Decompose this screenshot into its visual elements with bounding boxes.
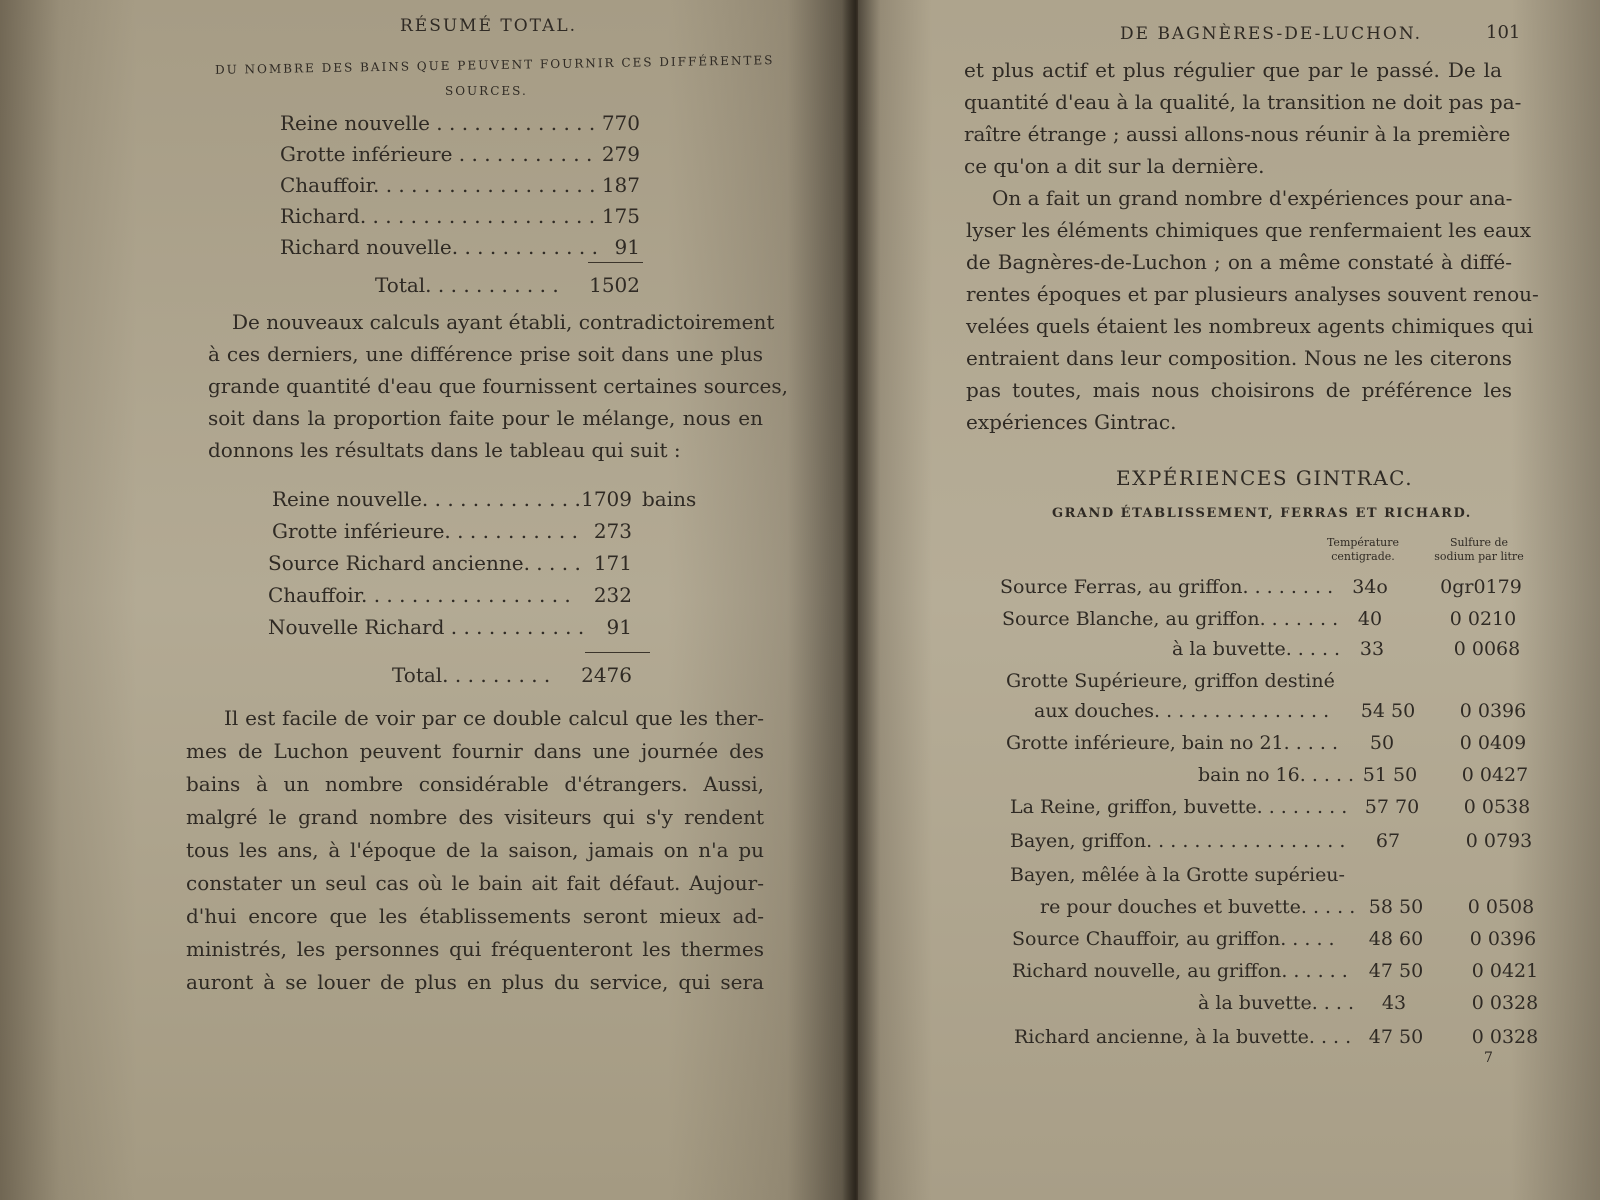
sulfure: 0 0396 xyxy=(1459,700,1527,722)
total-value: 1502 xyxy=(589,273,640,297)
temperature: 57 70 xyxy=(1364,796,1420,818)
sample-name: Bayen, griffon. . . . . . . . . . . . . . . . . xyxy=(1010,830,1346,852)
source-name: Richard. . . . . . . . . . . . . . . . . . . xyxy=(280,204,596,228)
table-row xyxy=(858,728,1600,758)
text-line: ce qu'on a dit sur la dernière. xyxy=(964,154,1265,178)
table-row xyxy=(268,612,698,642)
text-line: quantité d'eau à la qualité, la transition ne doit pas pa- xyxy=(964,90,1522,114)
text-line: grande quantité d'eau que fournissent certaines sources, xyxy=(208,374,788,398)
left-paragraph-1 xyxy=(208,306,788,466)
text-line: rentes époques et par plusieurs analyses souvent renou- xyxy=(966,282,1539,306)
total-row xyxy=(375,270,640,300)
temperature: 34o xyxy=(1352,576,1388,598)
text-line: velées quels étaient les nombreux agents chimiques qui xyxy=(966,314,1534,338)
text-line: entraient dans leur composition. Nous ne les citerons xyxy=(966,346,1512,370)
text-line: à ces derniers, une différence prise soit dans une plus xyxy=(208,342,763,366)
temperature: 47 50 xyxy=(1368,960,1424,982)
source-name: Nouvelle Richard . . . . . . . . . . . xyxy=(268,615,585,639)
sulfure: 0 0328 xyxy=(1471,1026,1539,1048)
table-row xyxy=(280,108,640,138)
sample-name: aux douches. . . . . . . . . . . . . . . xyxy=(1034,700,1330,722)
bath-count: 91 xyxy=(606,615,632,639)
bath-count: 175 xyxy=(601,204,640,228)
table-row xyxy=(858,860,1600,890)
bath-count: 273 xyxy=(593,519,632,543)
sulfure: 0 0328 xyxy=(1471,992,1539,1014)
column-header-line: centigrade. xyxy=(1331,550,1395,563)
sum-rule xyxy=(588,262,643,263)
right-paragraph-2 xyxy=(966,182,1539,438)
sample-name: Source Chauffoir, au griffon. . . . . xyxy=(1012,928,1335,950)
bath-count: 232 xyxy=(593,583,632,607)
sample-name: Grotte Supérieure, griffon destiné xyxy=(1006,670,1335,692)
temperature: 47 50 xyxy=(1368,1026,1424,1048)
text-line: malgré le grand nombre des visiteurs qui s'y rendent xyxy=(186,805,764,829)
table-row xyxy=(858,760,1600,790)
table-row xyxy=(858,988,1600,1018)
temperature: 50 xyxy=(1369,732,1395,754)
total-label: Total. . . . . . . . . . . xyxy=(375,273,559,297)
sample-name: Bayen, mêlée à la Grotte supérieu- xyxy=(1010,864,1345,886)
table-row xyxy=(272,516,702,546)
table-row xyxy=(858,696,1600,726)
temperature: 58 50 xyxy=(1368,896,1424,918)
column-header-line: sodium par litre xyxy=(1434,550,1524,563)
text-line: auront à se louer de plus en plus du service, qui sera xyxy=(186,970,764,994)
sample-name: Source Ferras, au griffon. . . . . . . . xyxy=(1000,576,1334,598)
sulfure: 0 0421 xyxy=(1471,960,1539,982)
text-line: d'hui encore que les établissements seront mieux ad- xyxy=(186,904,764,928)
left-paragraph-2 xyxy=(186,702,764,999)
source-name: Grotte inférieure. . . . . . . . . . . xyxy=(272,519,578,543)
text-line: pas toutes, mais nous choisirons de préférence les xyxy=(966,378,1512,402)
text-line: De nouveaux calculs ayant établi, contradictoirement xyxy=(232,310,775,334)
temperature: 67 xyxy=(1375,830,1401,852)
text-line: constater un seul cas où le bain ait fait défaut. Aujour- xyxy=(186,871,764,895)
source-name: Reine nouvelle . . . . . . . . . . . . . xyxy=(280,111,596,135)
page-number: 101 xyxy=(1486,22,1521,43)
sample-name: à la buvette. . . . . xyxy=(1172,638,1341,660)
table-row xyxy=(272,484,702,514)
table-row xyxy=(858,792,1600,822)
source-name: Source Richard ancienne. . . . . xyxy=(268,551,581,575)
sulfure: 0gr0179 xyxy=(1440,576,1522,598)
bath-count: 171 xyxy=(593,551,632,575)
sample-name: Richard ancienne, à la buvette. . . . xyxy=(1014,1026,1352,1048)
table-row xyxy=(280,232,640,262)
sample-name: Grotte inférieure, bain no 21. . . . . xyxy=(1006,732,1338,754)
text-line: de Bagnères-de-Luchon ; on a même constaté à diffé- xyxy=(966,250,1512,274)
sum-rule xyxy=(585,652,650,653)
section-subtitle: GRAND ÉTABLISSEMENT, FERRAS ET RICHARD. xyxy=(1052,506,1472,521)
source-name: Chauffoir. . . . . . . . . . . . . . . . . . xyxy=(280,173,596,197)
signature-mark: 7 xyxy=(1484,1050,1493,1066)
table-row xyxy=(280,201,640,231)
source-name: Chauffoir. . . . . . . . . . . . . . . . . xyxy=(268,583,571,607)
table-row xyxy=(858,892,1600,922)
total-row xyxy=(392,660,632,690)
text-line: raître étrange ; aussi allons-nous réunir à la première xyxy=(964,122,1511,146)
temperature: 54 50 xyxy=(1360,700,1416,722)
sulfure: 0 0793 xyxy=(1465,830,1533,852)
table-row xyxy=(268,548,698,578)
temperature: 43 xyxy=(1381,992,1407,1014)
bath-count: 187 xyxy=(601,173,640,197)
sample-name: bain no 16. . . . . xyxy=(1198,764,1355,786)
bath-count: 1709 xyxy=(581,487,632,511)
sample-name: La Reine, griffon, buvette. . . . . . . . xyxy=(1010,796,1348,818)
right-paragraph-1 xyxy=(964,54,1522,182)
sulfure: 0 0538 xyxy=(1463,796,1531,818)
text-line: Il est facile de voir par ce double calcul que les ther- xyxy=(224,706,764,730)
text-line: donnons les résultats dans le tableau qui suit : xyxy=(208,438,681,462)
text-line: et plus actif et plus régulier que par le passé. De la xyxy=(964,58,1502,82)
text-line: tous les ans, à l'époque de la saison, jamais on n'a pu xyxy=(186,838,764,862)
left-page-subtitle-line2: SOURCES. xyxy=(445,84,528,98)
sample-name: re pour douches et buvette. . . . . xyxy=(1040,896,1356,918)
text-line: expériences Gintrac. xyxy=(966,410,1177,434)
table-row xyxy=(858,1022,1600,1052)
table-row xyxy=(858,924,1600,954)
sulfure: 0 0210 xyxy=(1449,608,1517,630)
source-name: Grotte inférieure . . . . . . . . . . . xyxy=(280,142,593,166)
column-header-sulfure xyxy=(1424,536,1534,564)
right-page xyxy=(858,0,1600,1200)
temperature: 48 60 xyxy=(1368,928,1424,950)
sample-name: à la buvette. . . . xyxy=(1198,992,1354,1014)
temperature: 51 50 xyxy=(1362,764,1418,786)
table-row xyxy=(858,572,1600,602)
sulfure: 0 0409 xyxy=(1459,732,1527,754)
table-row xyxy=(858,604,1600,634)
text-line: soit dans la proportion faite pour le mélange, nous en xyxy=(208,406,763,430)
bath-unit: bains xyxy=(642,487,697,511)
sample-name: Richard nouvelle, au griffon. . . . . . xyxy=(1012,960,1348,982)
sulfure: 0 0427 xyxy=(1461,764,1529,786)
section-title: EXPÉRIENCES GINTRAC. xyxy=(1116,466,1414,490)
text-line: mes de Luchon peuvent fournir dans une journée des xyxy=(186,739,764,763)
temperature: 33 xyxy=(1359,638,1385,660)
table-row xyxy=(858,634,1600,664)
total-value: 2476 xyxy=(581,663,632,687)
bath-count: 770 xyxy=(601,111,640,135)
sulfure: 0 0508 xyxy=(1467,896,1535,918)
left-page-subtitle-line1: DU NOMBRE DES BAINS QUE PEUVENT FOURNIR CES DIFFÉRENTES xyxy=(214,53,775,77)
total-label: Total. . . . . . . . . xyxy=(392,663,551,687)
column-header-line: Température xyxy=(1326,536,1400,549)
bath-count: 91 xyxy=(614,235,640,259)
table-row xyxy=(280,170,640,200)
table-row xyxy=(268,580,698,610)
sulfure: 0 0068 xyxy=(1453,638,1521,660)
column-header-temperature xyxy=(1318,536,1408,564)
bath-count: 279 xyxy=(601,142,640,166)
text-line: On a fait un grand nombre d'expériences pour ana- xyxy=(992,186,1513,210)
left-page-title: RÉSUMÉ TOTAL. xyxy=(400,16,578,36)
column-header-line: Sulfure de xyxy=(1449,536,1509,549)
text-line: bains à un nombre considérable d'étrangers. Aussi, xyxy=(186,772,764,796)
table-row xyxy=(280,139,640,169)
sulfure: 0 0396 xyxy=(1469,928,1537,950)
source-name: Richard nouvelle. . . . . . . . . . . . xyxy=(280,235,598,259)
running-head: DE BAGNÈRES-DE-LUCHON. xyxy=(1120,24,1423,44)
sample-name: Source Blanche, au griffon. . . . . . . xyxy=(1002,608,1339,630)
table-row xyxy=(858,666,1600,696)
text-line: ministrés, les personnes qui fréquenteront les thermes xyxy=(186,937,764,961)
text-line: lyser les éléments chimiques que renfermaient les eaux xyxy=(966,218,1532,242)
source-name: Reine nouvelle. . . . . . . . . . . . . xyxy=(272,487,581,511)
table-row xyxy=(858,956,1600,986)
temperature: 40 xyxy=(1357,608,1383,630)
table-row xyxy=(858,826,1600,856)
